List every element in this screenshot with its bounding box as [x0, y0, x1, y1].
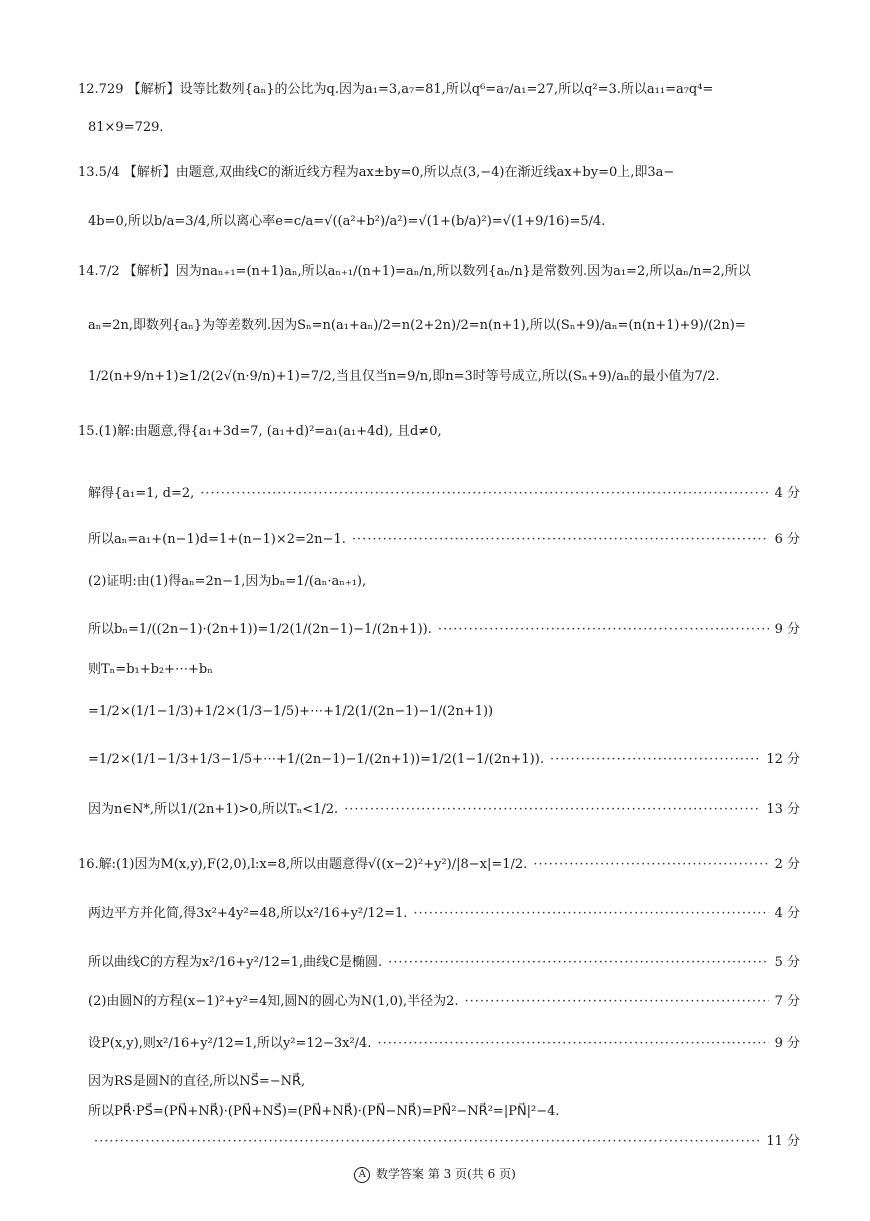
leader-dots	[550, 750, 760, 770]
q15-line-1: 15.(1)解:由题意,得{a₁+3d=7, (a₁+d)²=a₁(a₁+4d), 且d≠0,	[78, 424, 442, 439]
line-text: 所以bₙ=1/((2n−1)·(2n+1))=1/2(1/(2n−1)−1/(2n+1)).	[88, 622, 432, 637]
score-label: 6 分	[774, 532, 800, 547]
q15-line-4: (2)证明:由(1)得aₙ=2n−1,因为bₙ=1/(aₙ·aₙ₊₁),	[88, 574, 367, 589]
line-text: 所以aₙ=a₁+(n−1)d=1+(n−1)×2=2n−1.	[88, 532, 346, 547]
q14-line-1: 14.7/2 【解析】因为naₙ₊₁=(n+1)aₙ,所以aₙ₊₁/(n+1)=aₙ/n,所以数列{aₙ/n}是常数列.因为a₁=2,所以aₙ/n=2,所以	[78, 264, 751, 279]
q15-line-6: 则Tₙ=b₁+b₂+⋯+bₙ	[88, 662, 213, 677]
leader-dots	[413, 904, 768, 924]
line-text: 16.解:(1)因为M(x,y),F(2,0),l:x=8,所以由题意得√((x−2)²+y²)/|8−x|=1/2.	[78, 857, 528, 872]
q13-line-1: 13.5/4 【解析】由题意,双曲线C的渐近线方程为ax±by=0,所以点(3,−4)在渐近线ax+by=0上,即3a−	[78, 165, 675, 180]
q14-line-3: 1/2(n+9/n+1)≥1/2(2√(n·9/n)+1)=7/2,当且仅当n=9/n,即n=3时等号成立,所以(Sₙ+9)/aₙ的最小值为7/2.	[88, 369, 720, 384]
q13-line-2: 4b=0,所以b/a=3/4,所以离心率e=c/a=√((a²+b²)/a²)=√(1+(b/a)²)=√(1+9/16)=5/4.	[88, 214, 606, 229]
line-text: 因为n∈N*,所以1/(2n+1)>0,所以Tₙ<1/2.	[88, 802, 339, 817]
score-label: 2 分	[774, 857, 800, 872]
line-text: 两边平方并化简,得3x²+4y²=48,所以x²/16+y²/12=1.	[88, 906, 408, 921]
q16-line-5	[88, 1034, 800, 1054]
q16-line-2	[88, 904, 800, 924]
score-label: 9 分	[774, 622, 800, 637]
line-text: 解得{a₁=1, d=2,	[88, 486, 195, 501]
q14-line-2: aₙ=2n,即数列{aₙ}为等差数列.因为Sₙ=n(a₁+aₙ)/2=n(2+2n)/2=n(n+1),所以(Sₙ+9)/aₙ=(n(n+1)+9)/(2n)=	[88, 318, 746, 333]
page-footer	[0, 1165, 870, 1183]
q15-line-3	[88, 530, 800, 550]
q12-line-2: 81×9=729.	[88, 120, 164, 135]
q15-line-7: =1/2×(1/1−1/3)+1/2×(1/3−1/5)+⋯+1/2(1/(2n−1)−1/(2n+1))	[88, 704, 494, 719]
line-text: (2)由圆N的方程(x−1)²+y²=4知,圆N的圆心为N(1,0),半径为2.	[88, 994, 459, 1009]
leader-dots	[465, 992, 769, 1012]
q12-line-1: 12.729 【解析】设等比数列{aₙ}的公比为q.因为a₁=3,a₇=81,所以q⁶=a₇/a₁=27,所以q²=3.所以a₁₁=a₇q⁴=	[78, 82, 714, 97]
score-label: 13 分	[766, 802, 800, 817]
score-label: 12 分	[766, 752, 800, 767]
q15-line-9	[88, 800, 800, 820]
footer-text: 数学答案 第 3 页(共 6 页)	[376, 1167, 516, 1181]
q16-line-3	[88, 953, 800, 973]
leader-dots	[200, 484, 768, 504]
leader-dots	[94, 1132, 760, 1152]
q15-line-8	[88, 750, 800, 770]
leader-dots	[388, 953, 768, 973]
score-label: 4 分	[774, 486, 800, 501]
circled-a-mark: A	[354, 1167, 370, 1183]
q15-line-5	[88, 620, 800, 640]
q16-line-8	[88, 1132, 800, 1152]
q15-line-2	[88, 484, 800, 504]
score-label: 7 分	[774, 994, 800, 1009]
leader-dots	[377, 1034, 768, 1054]
line-text: 所以曲线C的方程为x²/16+y²/12=1,曲线C是椭圆.	[88, 955, 383, 970]
score-label: 11 分	[766, 1134, 800, 1149]
q16-line-7: 所以PR⃗·PS⃗=(PN⃗+NR⃗)·(PN⃗+NS⃗)=(PN⃗+NR⃗)·(PN⃗−NR⃗)=PN⃗²−NR⃗²=|PN⃗|²−4.	[88, 1104, 560, 1119]
score-label: 4 分	[774, 906, 800, 921]
leader-dots	[352, 530, 769, 550]
q16-line-4	[88, 992, 800, 1012]
score-label: 5 分	[774, 955, 800, 970]
q16-line-1	[78, 855, 800, 875]
leader-dots	[533, 855, 768, 875]
leader-dots	[438, 620, 769, 640]
q16-line-6: 因为RS是圆N的直径,所以NS⃗=−NR⃗,	[88, 1074, 306, 1089]
line-text: 设P(x,y),则x²/16+y²/12=1,所以y²=12−3x²/4.	[88, 1036, 372, 1051]
leader-dots	[344, 800, 760, 820]
line-text: =1/2×(1/1−1/3+1/3−1/5+⋯+1/(2n−1)−1/(2n+1))=1/2(1−1/(2n+1)).	[88, 752, 544, 767]
score-label: 9 分	[774, 1036, 800, 1051]
